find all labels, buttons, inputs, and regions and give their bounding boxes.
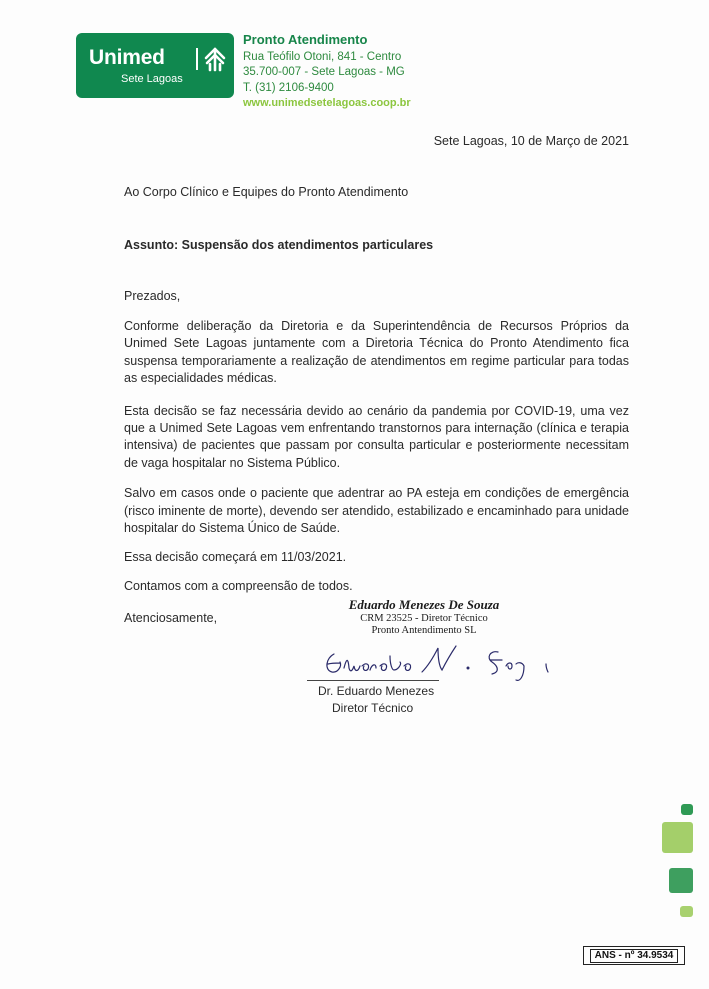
logo-separator	[196, 48, 198, 70]
decor-square-4	[680, 906, 693, 917]
address-line-2: 35.700-007 - Sete Lagoas - MG	[243, 66, 405, 78]
paragraph-4: Essa decisão começará em 11/03/2021.	[124, 550, 347, 565]
stamp-line-1: CRM 23525 - Diretor Técnico	[360, 613, 488, 624]
website-url: www.unimedsetelagoas.coop.br	[243, 97, 411, 109]
logo-city: Sete Lagoas	[121, 73, 183, 85]
letter-date: Sete Lagoas, 10 de Março de 2021	[433, 134, 629, 148]
logo-brand: Unimed	[89, 46, 165, 69]
letter-recipient: Ao Corpo Clínico e Equipes do Pronto Atendimento	[124, 185, 409, 199]
letter-closing: Atenciosamente,	[124, 611, 218, 625]
letter-subject: Assunto: Suspensão dos atendimentos particulares	[124, 238, 434, 252]
address-line-1: Rua Teófilo Otoni, 841 - Centro	[243, 50, 402, 63]
paragraph-5: Contamos com a compreensão de todos.	[124, 578, 353, 593]
letter-body	[124, 318, 629, 605]
decor-square-1	[681, 804, 693, 815]
stamp-name: Eduardo Menezes De Souza	[348, 597, 500, 612]
unimed-logo	[76, 33, 234, 98]
ans-number: ANS - nº 34.9534	[590, 949, 679, 963]
paragraph-3: Salvo em casos onde o paciente que adentrar ao PA esteja em condições de emergência (risco iminente de morte), devendo ser atendido, estabilizado e encaminhado para unidade hospitalar do Sistema Único de Saúde.	[124, 486, 629, 536]
ans-registration-badge	[583, 946, 685, 965]
signer-block	[318, 683, 434, 717]
signer-role: Diretor Técnico	[332, 701, 414, 715]
unimed-tree-icon	[202, 46, 228, 72]
header-contact	[243, 32, 411, 112]
paragraph-2: Esta decisão se faz necessária devido ao cenário da pandemia por COVID-19, uma vez que a Unimed Sete Lagoas vem enfrentando transtornos para internação (clínica e terapia intensiva) de pacientes que passam por consulta particular e posteriormente necessitam de vaga hospitalar no Sistema Público.	[124, 403, 629, 470]
doctor-stamp	[334, 597, 514, 637]
header-title: Pronto Atendimento	[243, 32, 368, 47]
stamp-line-2: Pronto Antendimento SL	[371, 625, 477, 636]
paragraph-1: Conforme deliberação da Diretoria e da Superintendência de Recursos Próprios da Unimed Sete Lagoas juntamente com a Diretoria Técnica do Pronto Atendimento fica suspensa temporariamente a realização de atendimentos em regime particular para todas as especialidades médicas.	[124, 319, 629, 386]
decor-square-2	[662, 822, 693, 853]
decor-square-3	[669, 868, 693, 893]
handwritten-signature	[318, 636, 568, 686]
signature-line	[307, 680, 439, 681]
signer-name: Dr. Eduardo Menezes	[318, 684, 435, 698]
phone-number: T. (31) 2106-9400	[243, 81, 334, 94]
letter-greeting: Prezados,	[124, 289, 181, 303]
